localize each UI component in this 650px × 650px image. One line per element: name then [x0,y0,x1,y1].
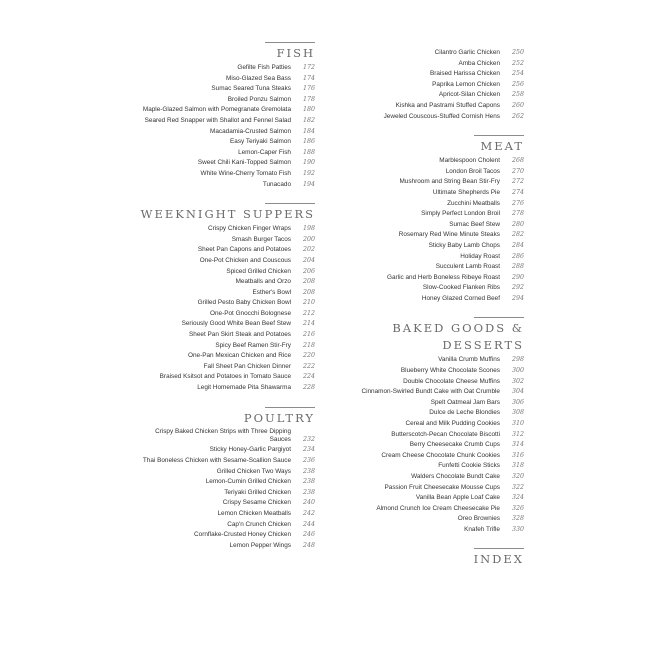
toc-entry[interactable] [342,59,524,70]
toc-entry[interactable] [342,525,524,536]
toc-entry-page: 224 [302,373,315,381]
toc-entry-title: Grilled Chicken Two Ways [216,467,291,475]
toc-entry-page: 248 [302,541,315,549]
toc-entry-title: Fall Sheet Pan Chicken Dinner [203,362,291,370]
toc-entry-page: 180 [302,106,315,114]
toc-entry[interactable] [342,514,524,525]
toc-entry-title: Spelt Oatmeal Jam Bars [430,398,500,406]
toc-entry-title: Thai Boneless Chicken with Sesame-Scallion Sauce [142,457,291,465]
toc-entry[interactable] [342,101,524,112]
toc-entry-title: Cinnamon-Swirled Bundt Cake with Oat Crumble [361,388,500,396]
toc-entry-page: 306 [511,398,524,406]
toc-entry-title: Apricot-Silan Chicken [438,91,500,99]
toc-entry-title: Vanilla Bean Apple Loaf Cake [415,494,500,502]
toc-entry-title: Passion Fruit Cheesecake Mousse Cups [384,483,500,491]
toc-entry[interactable] [110,84,315,95]
toc-entry-title: Seriously Good White Bean Beef Stew [181,320,291,328]
toc-entry[interactable] [342,472,524,483]
toc-entry[interactable] [342,451,524,462]
toc-entry-title: Dulce de Leche Blondies [429,409,500,417]
toc-entry-page: 238 [302,478,315,486]
toc-entry-title: Walders Chocolate Bundt Cake [411,473,500,480]
toc-entry[interactable] [342,241,524,252]
toc-entry-title: Braised Harissa Chicken [430,70,500,78]
toc-entry-page: 292 [511,284,524,292]
toc-entry-title: Esther's Bowl [252,288,291,296]
toc-entry[interactable] [110,445,315,456]
toc-entry[interactable] [342,398,524,409]
toc-entry[interactable] [110,456,315,467]
section-rule [474,548,524,549]
toc-entry[interactable] [110,488,315,499]
toc-entry-title: Lemon-Cumin Grilled Chicken [205,478,291,486]
toc-entry-title: Easy Teriyaki Salmon [230,138,291,146]
contents-column-left [110,42,315,551]
section-poultry [110,407,315,552]
toc-entry-page: 258 [511,91,524,99]
toc-entry[interactable] [342,387,524,398]
toc-entry-title: Cap'n Crunch Chicken [227,520,291,528]
toc-entry[interactable] [342,483,524,494]
toc-entry[interactable] [110,158,315,169]
section-baked-goods-desserts [342,317,524,535]
toc-entry-title: Cornflake-Crusted Honey Chicken [194,531,291,539]
toc-entry-title: Crispy Chicken Finger Wraps [208,225,291,233]
toc-entry-page: 220 [302,352,315,360]
section-title-index: INDEX [473,551,524,566]
toc-entry-page: 200 [302,235,315,243]
toc-entry-page: 222 [302,362,315,370]
toc-entry[interactable] [342,377,524,388]
toc-entry-page: 254 [511,70,524,78]
toc-entry-page: 274 [511,188,524,196]
toc-entry-title: Grilled Pesto Baby Chicken Bowl [197,299,291,307]
toc-entry-title: White Wine-Cherry Tomato Fish [200,169,291,177]
toc-entry-page: 314 [511,441,524,449]
toc-entry-page: 172 [302,64,315,71]
section-meat-entries [342,156,524,304]
toc-entry-page: 262 [511,112,524,120]
toc-entry[interactable] [110,541,315,552]
toc-entry-title: Blueberry White Chocolate Scones [400,367,500,375]
toc-entry-page: 250 [511,49,524,56]
toc-entry-page: 324 [511,494,524,502]
toc-entry[interactable] [342,188,524,199]
toc-entry-page: 302 [511,377,524,385]
toc-entry-title: Teriyaki Grilled Chicken [224,488,291,496]
toc-entry-page: 190 [302,159,315,167]
toc-entry-title: Smash Burger Tacos [231,235,291,243]
toc-entry-page: 228 [302,384,315,392]
toc-entry-page: 328 [511,515,524,523]
toc-entry-page: 218 [302,341,315,349]
toc-entry[interactable] [110,383,315,394]
section-title-baked-goods: BAKED GOODS & [392,321,524,336]
toc-entry-title: One-Pan Mexican Chicken and Rice [187,352,291,360]
toc-entry-page: 288 [511,263,524,271]
toc-entry-page: 204 [302,256,315,264]
section-spacer [342,122,524,135]
toc-entry[interactable] [110,169,315,180]
toc-entry[interactable] [110,127,315,138]
toc-entry[interactable] [342,80,524,91]
toc-entry-page: 290 [511,273,524,281]
toc-entry-title: Crispy Sesame Chicken [222,499,291,507]
toc-entry[interactable] [342,209,524,220]
toc-entry-title: Vanilla Crumb Muffins [438,356,500,364]
toc-entry-page: 280 [511,220,524,228]
toc-entry-title: Garlic and Herb Boneless Ribeye Roast [387,273,500,281]
section-weeknight-suppers-entries [110,224,315,394]
section-rule [474,135,524,136]
toc-entry[interactable] [342,430,524,441]
toc-entry-title: Butterscotch-Pecan Chocolate Biscotti [391,430,500,438]
toc-entry[interactable] [342,355,524,366]
toc-entry-page: 298 [511,356,524,364]
toc-entry-title: One-Pot Chicken and Couscous [199,256,291,264]
section-spacer [342,304,524,317]
section-rule [265,42,315,43]
toc-entry[interactable] [110,351,315,362]
toc-entry-title: Sweet Chili Kani-Topped Salmon [197,159,291,167]
toc-entry[interactable] [110,509,315,520]
toc-entry-page: 178 [302,95,315,103]
toc-entry-page: 260 [511,101,524,109]
toc-entry[interactable] [342,504,524,515]
toc-entry-page: 194 [302,180,315,188]
toc-entry-title: Braised Ksitsot and Potatoes in Tomato Sauce [159,373,291,381]
toc-entry-title: Seared Red Snapper with Shallot and Fennel Salad [144,116,291,124]
toc-entry-page: 176 [302,85,315,93]
toc-entry[interactable] [342,48,524,59]
toc-entry[interactable] [110,256,315,267]
section-poultry-entries [110,428,315,552]
section-poultry-continued [342,48,524,122]
toc-entry-page: 300 [511,367,524,375]
toc-entry-title: Lemon Chicken Meatballs [217,510,291,517]
toc-entry[interactable] [342,493,524,504]
toc-entry-page: 326 [511,504,524,512]
toc-entry-page: 252 [511,59,524,67]
toc-entry-title: Cilantro Garlic Chicken [434,49,500,56]
toc-entry-title: Spicy Beef Ramen Stir-Fry [215,341,291,349]
toc-entry-title: Double Chocolate Cheese Muffins [403,377,500,385]
toc-entry-page: 310 [511,420,524,428]
toc-entry-title: Crispy Baked Chicken Strips with Three Dipping Sauces [155,427,291,444]
toc-entry-title: Meatballs and Orzo [235,278,291,286]
toc-entry-title: Cereal and Milk Pudding Cookies [405,420,500,428]
toc-entry[interactable] [342,199,524,210]
toc-entry-page: 294 [511,294,524,302]
toc-entry-title: Cream Cheese Chocolate Chunk Cookies [381,451,500,459]
toc-entry-page: 304 [511,388,524,396]
section-spacer [110,190,315,203]
toc-entry[interactable] [342,461,524,472]
toc-entry[interactable] [110,298,315,309]
toc-entry-title: Jeweled Couscous-Stuffed Cornish Hens [383,112,500,120]
section-fish [110,42,315,190]
toc-entry-title: Sticky Honey-Garlic Pargiyot [209,446,291,454]
toc-entry-page: 214 [302,320,315,328]
toc-entry[interactable] [342,69,524,80]
toc-entry-title: Mushroom and String Bean Stir-Fry [399,178,500,186]
toc-entry[interactable] [110,267,315,278]
toc-entry-title: Lemon Pepper Wings [229,541,291,549]
toc-entry[interactable] [342,230,524,241]
toc-entry[interactable] [110,245,315,256]
section-title-poultry: POULTRY [243,410,315,425]
toc-entry[interactable] [110,148,315,159]
toc-entry-title: Marblespoon Cholent [439,157,500,165]
toc-entry-title: Gefilte Fish Patties [237,64,291,71]
toc-entry-title: Paprika Lemon Chicken [432,80,500,88]
toc-entry-title: Kishka and Pastrami Stuffed Capons [395,101,500,109]
toc-entry[interactable] [342,408,524,419]
toc-entry-title: Berry Cheesecake Crumb Cups [409,441,500,449]
toc-entry-page: 208 [302,278,315,286]
toc-entry[interactable] [110,467,315,478]
toc-entry[interactable] [110,330,315,341]
toc-entry[interactable] [342,156,524,167]
toc-entry[interactable] [342,167,524,178]
section-rule [265,203,315,204]
toc-entry-title: Ultimate Shepherds Pie [432,188,500,196]
toc-entry-page: 244 [302,520,315,528]
toc-entry-title: Succulent Lamb Roast [435,263,500,271]
toc-entry-page: 202 [302,246,315,254]
toc-entry-title: Lemon-Caper Fish [238,148,291,156]
toc-entry[interactable] [342,440,524,451]
toc-entry-title: Rosemary Red Wine Minute Steaks [398,231,500,239]
section-baked-goods-entries [342,355,524,535]
toc-entry-page: 182 [302,116,315,124]
toc-entry-page: 330 [511,525,524,533]
toc-entry[interactable] [342,90,524,101]
toc-entry-page: 270 [511,167,524,175]
section-rule [474,317,524,318]
toc-entry[interactable] [342,419,524,430]
toc-entry-page: 238 [302,488,315,496]
toc-entry-page: 322 [511,483,524,491]
toc-entry-page: 192 [302,169,315,177]
toc-entry-page: 198 [302,225,315,233]
toc-entry-title: Spiced Grilled Chicken [226,267,291,275]
section-title-weeknight-suppers: WEEKNIGHT SUPPERS [140,207,315,222]
toc-entry-title: Sheet Pan Skirt Steak and Potatoes [189,331,291,339]
toc-entry[interactable] [110,235,315,246]
section-weeknight-suppers [110,203,315,394]
toc-entry-page: 282 [511,231,524,239]
toc-entry-page: 318 [511,462,524,470]
toc-entry[interactable] [110,63,315,74]
toc-entry-title: Sticky Baby Lamb Chops [428,241,500,249]
toc-entry[interactable] [342,220,524,231]
toc-entry-title: Legit Homemade Pita Shawarma [197,384,291,392]
toc-entry-page: 268 [511,157,524,165]
toc-entry[interactable] [110,428,315,445]
section-spacer [110,394,315,407]
toc-entry-page: 246 [302,531,315,539]
toc-entry[interactable] [110,520,315,531]
toc-entry[interactable] [110,105,315,116]
toc-entry-title: Tunacado [262,180,291,188]
toc-entry[interactable] [342,366,524,377]
contents-column-right [342,48,524,569]
toc-entry[interactable] [342,112,524,123]
toc-entry-title: Simply Perfect London Broil [421,210,500,218]
toc-entry-title: Knafeh Trifle [464,525,500,533]
toc-entry-title: London Broil Tacos [445,167,500,175]
toc-entry[interactable] [110,288,315,299]
toc-entry-title: Miso-Glazed Sea Bass [226,74,291,82]
toc-entry-title: Macadamia-Crusted Salmon [210,127,291,135]
section-index[interactable] [342,548,524,566]
toc-entry[interactable] [342,294,524,305]
section-rule [265,407,315,408]
toc-entry[interactable] [110,137,315,148]
toc-entry[interactable] [110,319,315,330]
toc-entry-page: 212 [302,309,315,317]
toc-entry-page: 240 [302,499,315,507]
toc-entry-title: One-Pot Gnocchi Bolognese [210,309,291,317]
toc-entry-page: 278 [511,210,524,218]
toc-entry[interactable] [110,116,315,127]
section-title-fish: FISH [276,46,315,60]
toc-entry[interactable] [110,498,315,509]
toc-entry-page: 232 [302,436,315,444]
toc-entry-title: Honey Glazed Corned Beef [421,294,500,302]
toc-entry-title: Oreo Brownies [457,515,500,523]
toc-entry-page: 242 [302,510,315,517]
toc-entry-title: Sumac Beef Stew [449,220,500,228]
toc-entry-title: Holiday Roast [460,252,500,260]
toc-entry[interactable] [110,224,315,235]
toc-entry-page: 316 [511,451,524,459]
toc-entry-page: 312 [511,430,524,438]
toc-entry-page: 236 [302,457,315,465]
toc-entry-page: 186 [302,138,315,146]
toc-entry-title: Zucchini Meatballs [447,199,500,207]
toc-entry-page: 184 [302,127,315,135]
toc-entry-title: Sheet Pan Capons and Potatoes [197,246,291,254]
toc-entry[interactable] [110,477,315,488]
toc-entry-page: 308 [511,409,524,417]
toc-entry[interactable] [342,283,524,294]
toc-entry-title: Broiled Ponzu Salmon [227,95,291,103]
toc-entry-page: 234 [302,446,315,454]
toc-entry[interactable] [110,180,315,191]
section-title-meat: MEAT [480,139,524,154]
toc-entry[interactable] [110,341,315,352]
toc-entry[interactable] [110,74,315,85]
toc-entry[interactable] [342,273,524,284]
section-fish-entries [110,63,315,190]
toc-entry-page: 272 [511,178,524,186]
toc-entry[interactable] [342,177,524,188]
toc-entry-page: 208 [302,288,315,296]
toc-entry[interactable] [110,362,315,373]
toc-entry[interactable] [110,95,315,106]
toc-entry[interactable] [110,530,315,541]
toc-entry[interactable] [342,252,524,263]
toc-entry-page: 174 [302,74,315,82]
toc-entry[interactable] [342,262,524,273]
toc-entry-page: 276 [511,199,524,207]
toc-entry-page: 210 [302,299,315,307]
toc-entry-page: 206 [302,267,315,275]
toc-entry[interactable] [110,309,315,320]
toc-entry-title: Amba Chicken [458,59,500,67]
toc-entry-title: Funfetti Cookie Sticks [438,462,500,470]
toc-entry-page: 256 [511,80,524,88]
section-spacer [342,536,524,548]
toc-entry-title: Slow-Cooked Flanken Ribs [422,284,500,292]
toc-entry-title: Maple-Glazed Salmon with Pomegranate Gremolata [142,106,291,114]
section-title-desserts: DESSERTS [442,338,524,353]
toc-entry[interactable] [110,372,315,383]
toc-entry-page: 320 [511,473,524,480]
toc-entry-page: 284 [511,241,524,249]
toc-entry-page: 188 [302,148,315,156]
toc-entry-title: Sumac Seared Tuna Steaks [211,85,291,93]
toc-entry-page: 286 [511,252,524,260]
toc-entry-page: 238 [302,467,315,475]
toc-entry[interactable] [110,277,315,288]
section-meat [342,135,524,304]
toc-entry-page: 216 [302,331,315,339]
toc-entry-title: Almond Crunch Ice Cream Cheesecake Pie [376,504,500,512]
